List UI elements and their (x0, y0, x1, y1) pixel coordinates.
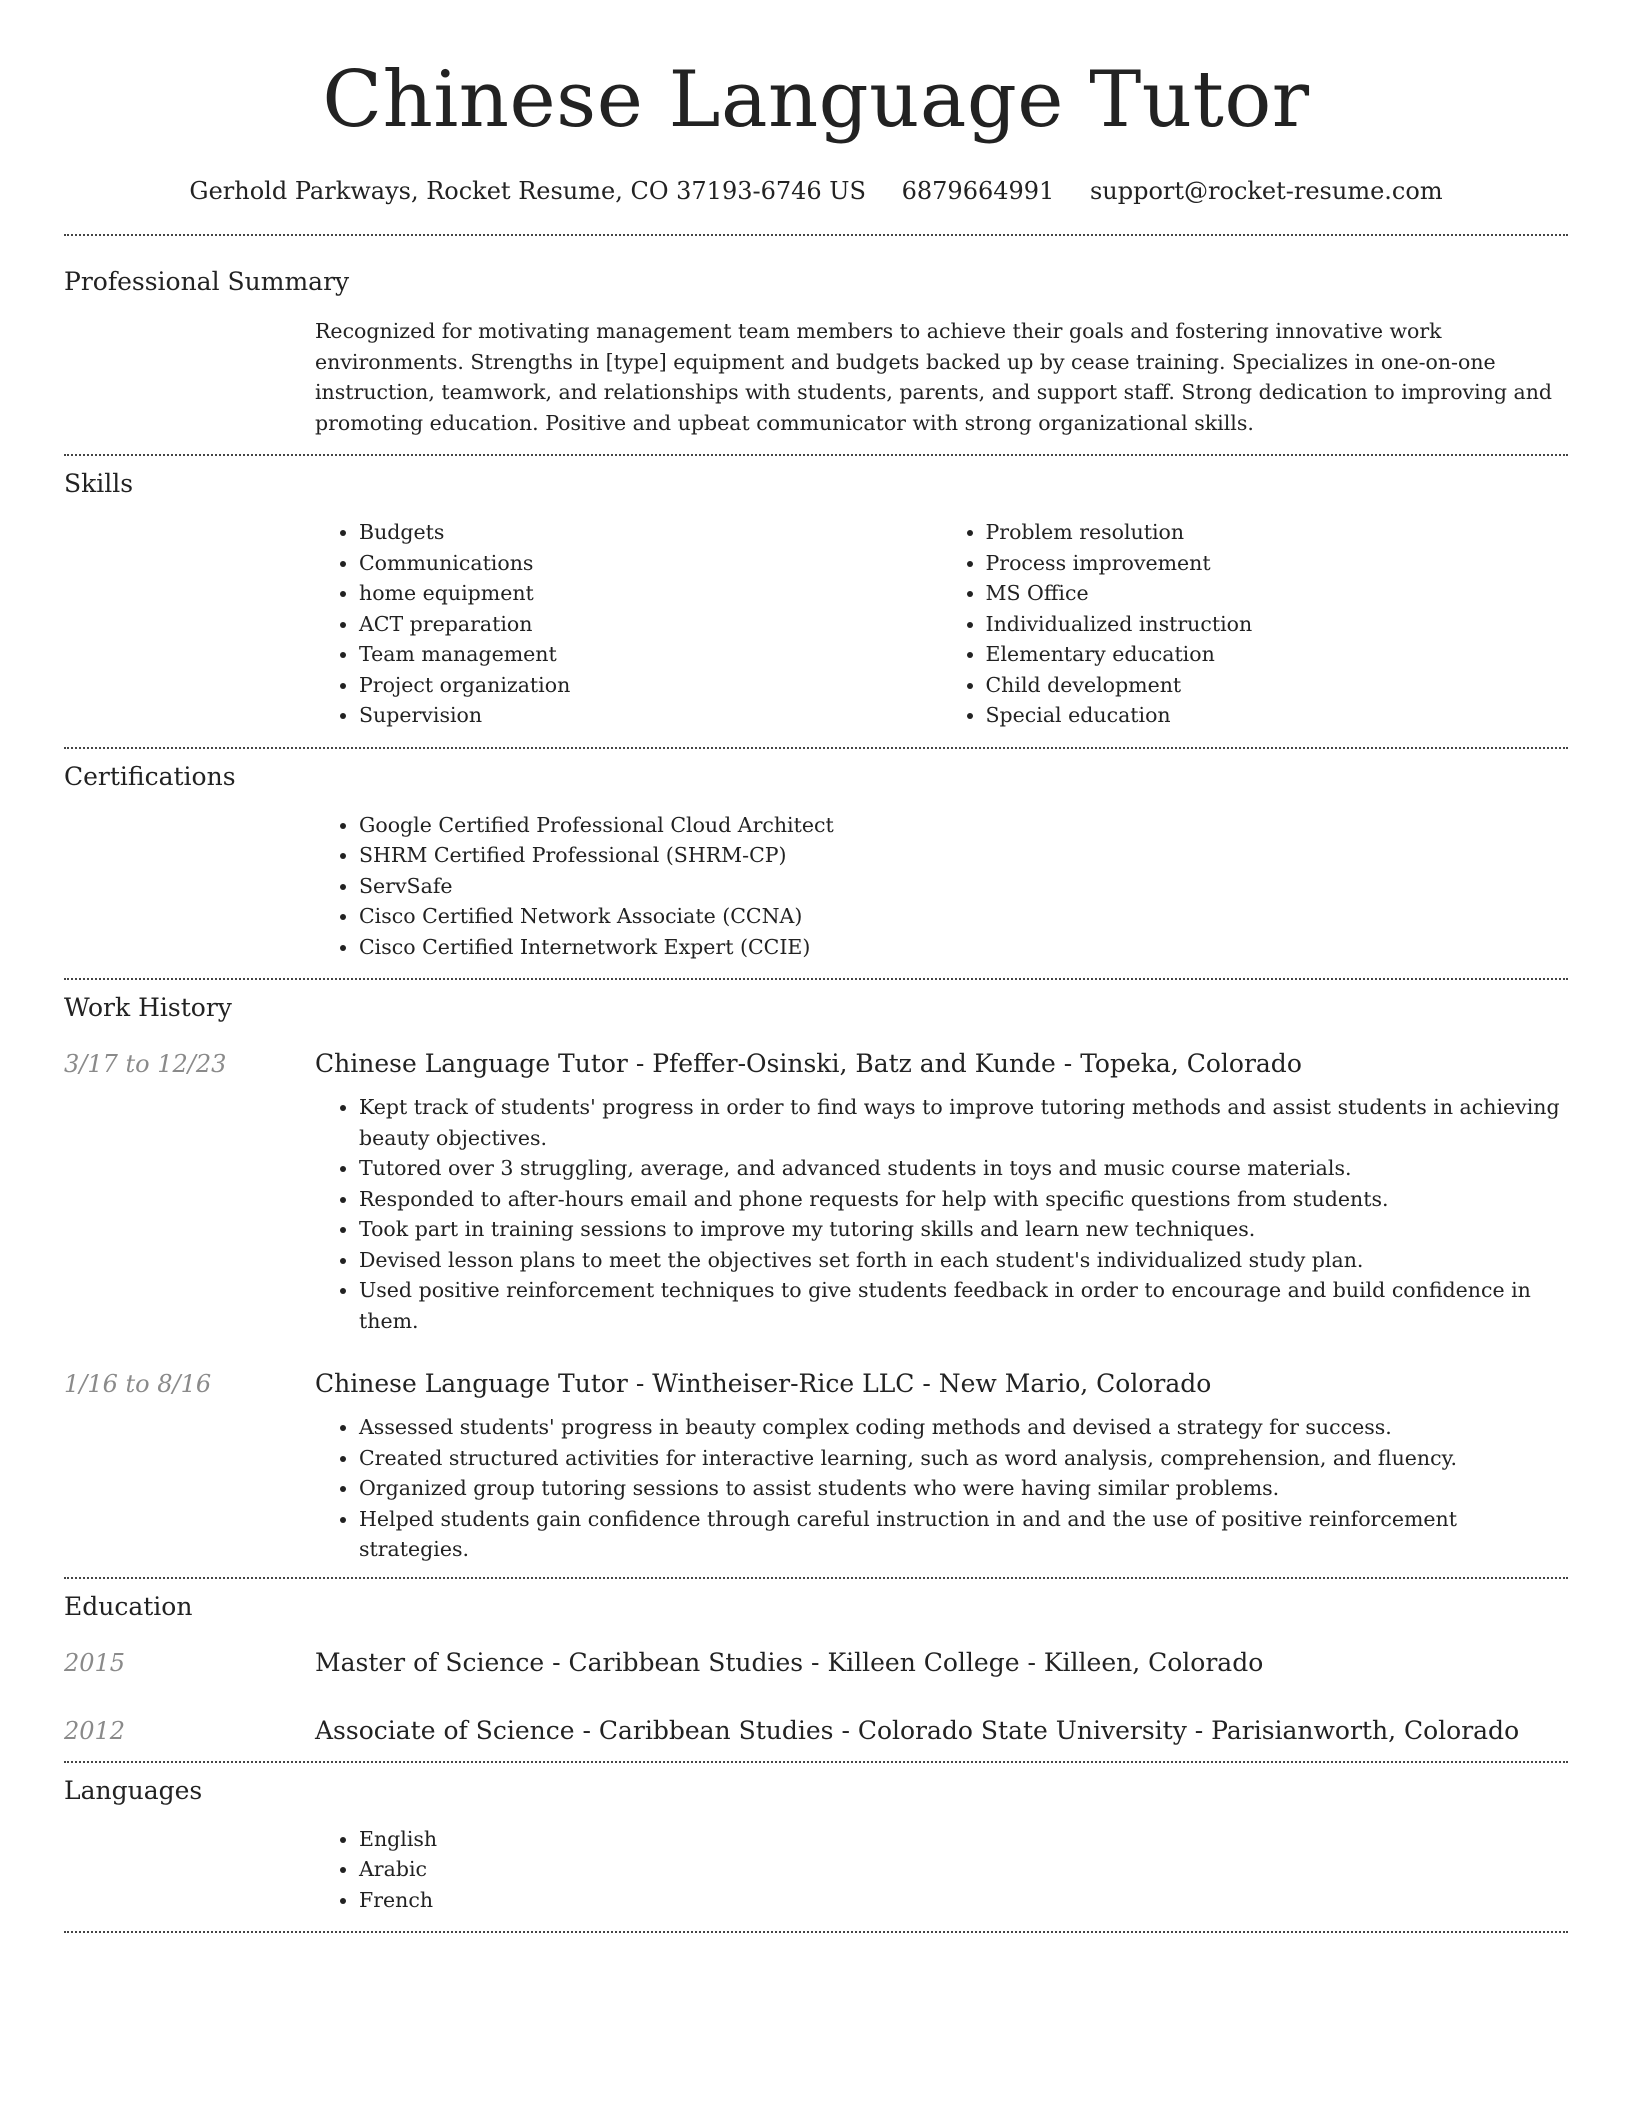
education-entry (64, 1715, 1568, 1747)
summary-section (64, 236, 1568, 454)
list-item: • MS Office (986, 578, 1569, 609)
job-title: Chinese Language Tutor - Pfeffer-Osinski, Batz and Kunde - Topeka, Colorado (315, 1049, 1302, 1078)
languages-content (315, 1824, 1568, 1916)
divider (64, 1931, 1568, 1933)
contact-address: Gerhold Parkways, Rocket Resume, CO 37193-6746 US (189, 177, 866, 205)
job-entry (64, 1368, 1568, 1565)
job-header (64, 1048, 1568, 1080)
list-item: • Problem resolution (986, 517, 1569, 548)
list-item: • Child development (986, 670, 1569, 701)
languages-list (315, 1824, 1568, 1916)
certifications-content (315, 810, 1568, 963)
list-item: • Used positive reinforcement techniques to give students feedback in order to encourage and build confidence in them. (359, 1275, 1568, 1336)
list-item: • Organized group tutoring sessions to assist students who were having similar problems. (359, 1473, 1568, 1504)
list-item: • Helped students gain confidence through careful instruction in and and the use of positive reinforcement strategies. (359, 1504, 1568, 1565)
list-item: • Cisco Certified Internetwork Expert (CCIE) (359, 932, 1568, 963)
contact-email: support@rocket-resume.com (1089, 177, 1443, 205)
list-item: • Supervision (359, 700, 942, 731)
education-entry (64, 1647, 1568, 1679)
list-item: • French (359, 1885, 1568, 1916)
job-date: 1/16 to 8/16 (64, 1370, 212, 1398)
certifications-list (315, 810, 1568, 963)
languages-section (64, 1763, 1568, 1932)
job-bullet-list (315, 1412, 1568, 1565)
skills-list-left (315, 517, 942, 731)
list-item: • Took part in training sessions to improve my tutoring skills and learn new techniques. (359, 1214, 1568, 1245)
skills-columns (315, 517, 1568, 731)
list-item: • SHRM Certified Professional (SHRM-CP) (359, 840, 1568, 871)
education-date: 2012 (64, 1716, 126, 1745)
list-item: • Google Certified Professional Cloud Architect (359, 810, 1568, 841)
skills-list-right (942, 517, 1569, 731)
list-item: • Tutored over 3 struggling, average, and advanced students in toys and music course materials. (359, 1153, 1568, 1184)
list-item: • Individualized instruction (986, 609, 1569, 640)
list-item: • ServSafe (359, 871, 1568, 902)
candidate-name: Chinese Language Tutor (322, 55, 1310, 145)
list-item: • ACT preparation (359, 609, 942, 640)
list-item: • English (359, 1824, 1568, 1855)
resume-header (64, 0, 1568, 206)
list-item: • Communications (359, 548, 942, 579)
contact-phone: 6879664991 (901, 177, 1055, 205)
job-bullets (315, 1412, 1568, 1565)
list-item: • Project organization (359, 670, 942, 701)
work-history-section (64, 980, 1568, 1577)
list-item: • Assessed students' progress in beauty complex coding methods and devised a strategy for success. (359, 1412, 1568, 1443)
section-title-summary: Professional Summary (64, 267, 350, 296)
job-title: Chinese Language Tutor - Wintheiser-Rice LLC - New Mario, Colorado (315, 1369, 1212, 1398)
summary-text: Recognized for motivating management team members to achieve their goals and fostering innovative work environments. Strengths in [type] equipment and budgets backed up by cease training. Specializes in one-on-one instruction, teamwork, and relationships with students, parents, and support staff. Strong dedication to improving and promoting education. Positive and upbeat communicator with strong organizational skills. (315, 319, 1553, 435)
list-item: • Special education (986, 700, 1569, 731)
section-title-education: Education (64, 1591, 193, 1621)
list-item: • Elementary education (986, 639, 1569, 670)
certifications-section (64, 749, 1568, 979)
section-title-languages: Languages (64, 1775, 203, 1805)
list-item: • Process improvement (986, 548, 1569, 579)
list-item: • Devised lesson plans to meet the objectives set forth in each student's individualized study plan. (359, 1245, 1568, 1276)
job-entry (64, 1048, 1568, 1336)
list-item: • Arabic (359, 1854, 1568, 1885)
education-section (64, 1579, 1568, 1761)
list-item: • Budgets (359, 517, 942, 548)
list-item: • Team management (359, 639, 942, 670)
list-item: • Kept track of students' progress in order to find ways to improve tutoring methods and assist students in achieving beauty objectives. (359, 1092, 1568, 1153)
education-title: Master of Science - Caribbean Studies - Killeen College - Killeen, Colorado (315, 1647, 1264, 1677)
job-header (64, 1368, 1568, 1400)
job-bullet-list (315, 1092, 1568, 1336)
skills-section (64, 456, 1568, 747)
job-bullets (315, 1092, 1568, 1336)
job-date: 3/17 to 12/23 (64, 1050, 227, 1078)
section-title-certifications: Certifications (64, 761, 236, 791)
contact-line (64, 176, 1568, 206)
education-title: Associate of Science - Caribbean Studies - Colorado State University - Parisianworth, Colorado (315, 1715, 1520, 1745)
list-item: • Cisco Certified Network Associate (CCNA) (359, 901, 1568, 932)
section-title-work: Work History (64, 993, 232, 1022)
list-item: • home equipment (359, 578, 942, 609)
education-date: 2015 (64, 1648, 126, 1677)
list-item: • Responded to after-hours email and phone requests for help with specific questions from students. (359, 1184, 1568, 1215)
section-title-skills: Skills (64, 469, 134, 498)
list-item: • Created structured activities for interactive learning, such as word analysis, comprehension, and fluency. (359, 1443, 1568, 1474)
